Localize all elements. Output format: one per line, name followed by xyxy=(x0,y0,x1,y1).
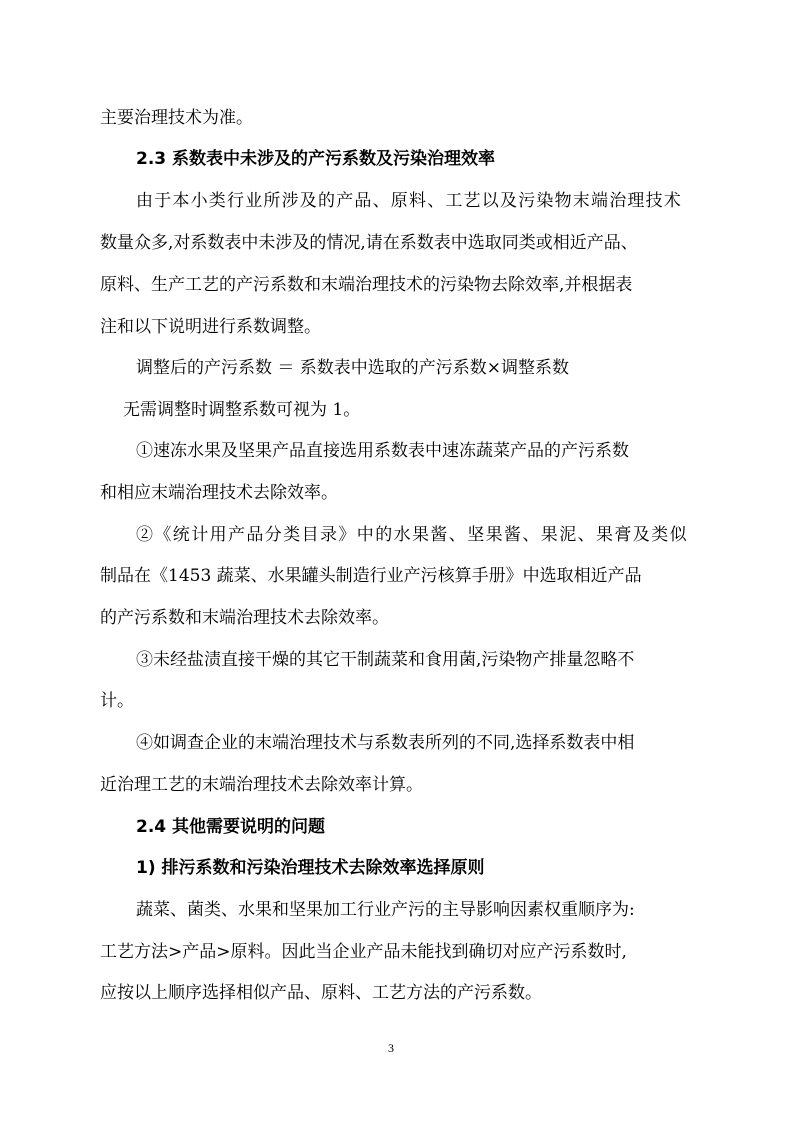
list-item-2-cont: 制品在《1453 蔬菜、水果罐头制造行业产污核算手册》中选取相近产品 xyxy=(100,566,642,586)
section-heading-2-4: 2.4 其他需要说明的问题 xyxy=(136,817,326,837)
paragraph-line: 工艺方法>产品>原料。因此当企业产品未能找到确切对应产污系数时, xyxy=(100,942,627,962)
list-item-4: ④如调查企业的末端治理技术与系数表所列的不同,选择系数表中相 xyxy=(136,733,635,753)
subsection-heading-1: 1) 排污系数和污染治理技术去除效率选择原则 xyxy=(136,858,485,878)
page-number: 3 xyxy=(388,1041,394,1055)
paragraph-line: 无需调整时调整系数可视为 1。 xyxy=(123,400,361,420)
text-line: 主要治理技术为准。 xyxy=(100,108,253,128)
list-item-2-cont: 的产污系数和末端治理技术去除效率。 xyxy=(100,608,389,628)
list-item-2: ②《统计用产品分类目录》中的水果酱、坚果酱、果泥、果膏及类似 xyxy=(136,525,688,545)
list-item-3-cont: 计。 xyxy=(100,691,134,711)
paragraph-line: 数量众多,对系数表中未涉及的情况,请在系数表中选取同类或相近产品、 xyxy=(100,233,638,253)
list-item-1: ①速冻水果及坚果产品直接选用系数表中速冻蔬菜产品的产污系数 xyxy=(136,441,629,461)
paragraph-line: 原料、生产工艺的产污系数和末端治理技术的污染物去除效率,并根据表 xyxy=(100,275,633,295)
list-item-1-cont: 和相应末端治理技术去除效率。 xyxy=(100,483,338,503)
section-heading-2-3: 2.3 系数表中未涉及的产污系数及污染治理效率 xyxy=(136,149,496,169)
paragraph-line: 蔬菜、菌类、水果和坚果加工行业产污的主导影响因素权重顺序为: xyxy=(136,900,635,920)
list-item-4-cont: 近治理工艺的末端治理技术去除效率计算。 xyxy=(100,775,423,795)
paragraph-line: 应按以上顺序选择相似产品、原料、工艺方法的产污系数。 xyxy=(100,983,542,1003)
paragraph-line: 注和以下说明进行系数调整。 xyxy=(100,317,321,337)
list-item-3: ③未经盐渍直接干燥的其它干制蔬菜和食用菌,污染物产排量忽略不 xyxy=(136,650,635,670)
paragraph-line: 由于本小类行业所涉及的产品、原料、工艺以及污染物末端治理技术 xyxy=(136,191,682,211)
formula-line: 调整后的产污系数 ＝ 系数表中选取的产污系数×调整系数 xyxy=(136,358,570,378)
